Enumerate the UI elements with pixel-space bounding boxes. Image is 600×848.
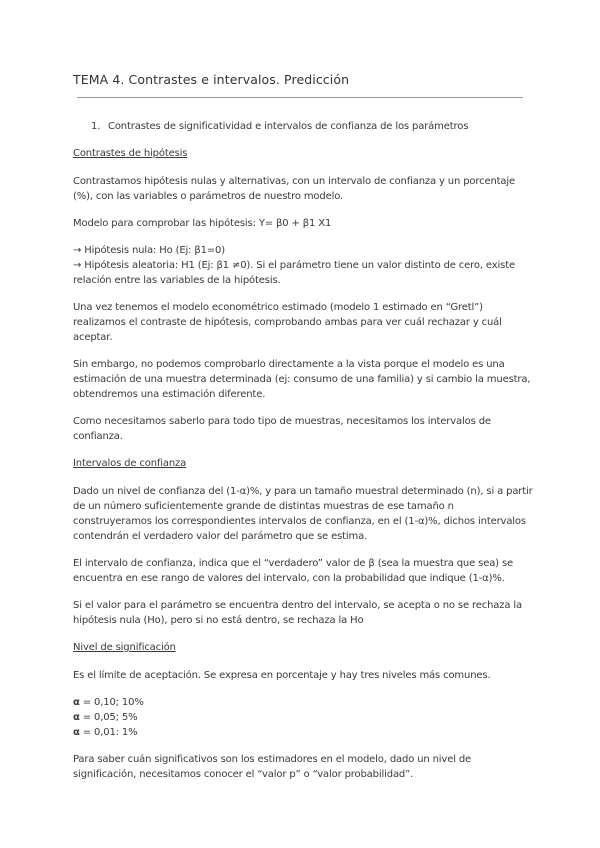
section-heading: [73, 119, 533, 134]
alpha-value: = 0,10; 10%: [79, 697, 144, 708]
alpha-level: [73, 725, 533, 740]
paragraph: El intervalo de confianza, indica que el “verdadero” valor de β (sea la muestra que sea) se encuentra en ese rango de valores del intervalo, con la probabilidad que indique (1-α)%.: [73, 558, 514, 584]
alpha-level: [73, 695, 533, 710]
paragraph: Para saber cuán significativos son los estimadores en el modelo, dado un nivel de significación, necesitamos conocer el “valor p” o “valor probabilidad”.: [73, 754, 472, 780]
paragraph: Es el límite de aceptación. Se expresa en porcentaje y hay tres niveles más comunes.: [73, 670, 491, 681]
page-title: TEMA 4. Contrastes e intervalos. Predicción: [73, 72, 350, 87]
paragraph: Sin embargo, no podemos comprobarlo directamente a la vista porque el modelo es una estimación de una muestra determinada (ej: consumo de una familia) y si cambio la muestra, obtendremos una estimación diferente.: [73, 359, 531, 400]
paragraph-model: Modelo para comprobar las hipótesis: Y= β0 + β1 X1: [73, 218, 332, 229]
alpha-symbol: α: [73, 712, 80, 723]
paragraph: Una vez tenemos el modelo econométrico estimado (modelo 1 estimado en “Gretl”) realizamos el contraste de hipótesis, comprobando ambas para ver cuál rechazar y cuál aceptar.: [73, 302, 502, 343]
alpha-symbol: α: [73, 697, 80, 708]
section-number: 1.: [91, 121, 101, 132]
alpha-level: [73, 710, 533, 725]
title-divider: [77, 97, 523, 98]
section-text: Contrastes de significatividad e intervalos de confianza de los parámetros: [108, 121, 469, 132]
hypothesis-alt: → Hipótesis aleatoria: H1 (Ej: β1 ≠0). Si el parámetro tiene un valor distinto de cero, existe relación entre las variables de la hipótesis.: [73, 260, 515, 286]
alpha-value: = 0,01: 1%: [79, 727, 138, 738]
heading-intervalos: Intervalos de confianza: [73, 458, 187, 469]
hypothesis-null: → Hipótesis nula: Ho (Ej: β1=0): [73, 245, 226, 256]
alpha-value: = 0,05; 5%: [79, 712, 138, 723]
paragraph: Contrastamos hipótesis nulas y alternativas, con un intervalo de confianza y un porcentaje (%), con las variables o parámetros de nuestro modelo.: [73, 176, 516, 202]
paragraph: Si el valor para el parámetro se encuentra dentro del intervalo, se acepta o no se rechaza la hipótesis nula (Ho), pero si no está dentro, se rechaza la Ho: [73, 600, 522, 626]
paragraph: Dado un nivel de confianza del (1-α)%, y para un tamaño muestral determinado (n), si a partir de un número suficientemente grande de distintas muestras de ese tamaño n construyeramos los correspondientes intervalos de confianza, en el (1-α)%, dichos intervalos contendrán el verdadero valor del parámetro que se estima.: [73, 486, 533, 542]
heading-contrastes: Contrastes de hipótesis: [73, 148, 188, 159]
alpha-symbol: α: [73, 727, 80, 738]
heading-nivel: Nivel de significación: [73, 642, 176, 653]
paragraph: Como necesitamos saberlo para todo tipo de muestras, necesitamos los intervalos de confianza.: [73, 416, 491, 442]
document-body: [73, 119, 533, 794]
